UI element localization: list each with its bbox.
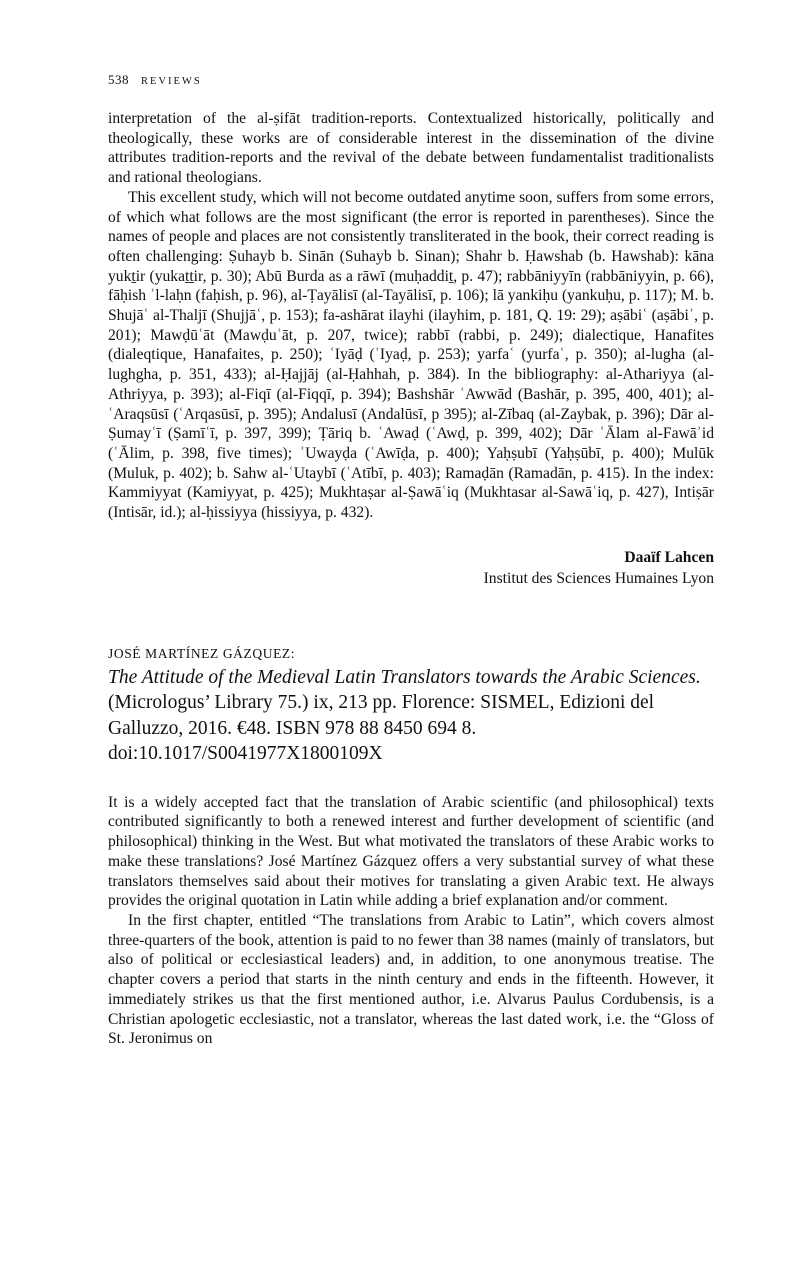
review-1-paragraph-1: interpretation of the al-ṣifāt tradition-reports. Contextualized historically, politically and theologically, these works are of considerable interest in the dissemination of the divine attributes tradition-reports and the revival of the debate between fundamentalist traditionalists and rational theologians. xyxy=(108,110,714,187)
review-2-heading xyxy=(108,643,714,767)
book-author: JOSÉ MARTÍNEZ GÁZQUEZ: xyxy=(108,645,296,661)
reviewer-affiliation: Institut des Sciences Humaines Lyon xyxy=(483,569,714,587)
review-2-paragraph-1: It is a widely accepted fact that the translation of Arabic scientific (and philosophical) texts contributed significantly to both a renewed interest and further development of scientific (and philosophical) thinking in the West. But what motivated the translators of these Arabic works to make these translations? José Martínez Gázquez offers a very substantial survey of what these translators themselves said about their motives for translating a given Arabic text. He always provides the original quotation in Latin while adding a brief explanation and/or comment. xyxy=(108,793,714,910)
page xyxy=(108,72,714,1049)
book-doi: doi:10.1017/S0041977X1800109X xyxy=(108,743,383,765)
section-title: REVIEWS xyxy=(141,76,202,87)
book-publication-details: (Micrologus’ Library 75.) ix, 213 pp. Florence: SISMEL, Edizioni del Galluzzo, 2016. €48. ISBN 978 88 8450 694 8. xyxy=(108,692,655,739)
reviewer-name: Daaïf Lahcen xyxy=(624,548,714,566)
review-2-paragraph-2: In the first chapter, entitled “The translations from Arabic to Latin”, which covers almost three-quarters of the book, attention is paid to no fewer than 38 names (mainly of translators, but also of political or ecclesiastical leaders) and, in addition, to one anonymous treatise. The chapter covers a period that starts in the ninth century and ends in the fifteenth. However, it immediately strikes us that the first mentioned author, i.e. Alvarus Paulus Cordubensis, is a Christian apologetic ecclesiastic, not a translator, whereas the last dated work, i.e. the “Gloss of St. Jeronimus on xyxy=(108,911,714,1048)
page-number: 538 xyxy=(108,72,129,87)
review-2-body xyxy=(108,793,714,1049)
reviewer-signature xyxy=(108,547,714,589)
review-1-body xyxy=(108,109,714,523)
book-title: The Attitude of the Medieval Latin Translators towards the Arabic Sciences. xyxy=(108,666,701,688)
running-head xyxy=(108,72,714,92)
review-1-paragraph-2: This excellent study, which will not become outdated anytime soon, suffers from some errors, of which what follows are the most significant (the error is reported in parentheses). Since the names of people and places are not consistently transliterated in the book, their correct reading is often challenging: Ṣuhayb b. Sinān (Suhayb b. Sinan); Shahr b. Ḥawshab (b. Hawshab): kāna yukṯir (yukaṯṯir, p. 30); Abū Burda as a rāwī (muḥaddiṯ, p. 47); rabbāniyyīn (rabbāniyyin, p. 66), fāḥish ʾl-laḥn (faḥish, p. 96), al-Ṭayālisī (al-Tayālisī, p. 106); lā yankiḥu (yankuḥu, p. 117); M. b. Shujāʿ al-Thaljī (Shujjāʿ, p. 153); fa-ashārat ilayhi (ilayhim, p. 181, Q. 19: 29); aṣābiʿ (aṣābiʾ, p. 201); Mawḍūʿāt (Mawḍuʿāt, p. 207, twice); rabbī (rabbi, p. 249); dialectique, Hanafites (dialeqtique, Hanafaites, p. 250); ʿIyāḍ (ʿIyaḍ, p. 253); yarfaʿ (yurfaʿ, p. 350); al-lugha (al-lughgha, p. 351, 433); al-Ḥajjāj (al-Ḥahhah, p. 384). In the bibliography: al-Athariyya (al-Athriyya, p. 393); al-Fiqī (al-Fiqqī, p. 394); Bashshār ʿAwwād (Bashār, p. 395, 400, 401); al-ʿAraqsūsī (ʿArqasūsī, p. 395); Andalusī (Andalūsī, p 395); al-Zībaq (al-Zaybak, p. 396); Dār al-Ṣumayʿī (Ṣamīʿī, p. 397, 399); Ṭāriq b. ʿAwaḍ (ʿAwḍ, p. 399, 402); Dār ʿĀlam al-Fawāʾid (ʿĀlim, p. 398, five times); ʿUwayḍa (ʿAwīḍa, p. 400); Yaḥṣubī (Yaḥṣūbī, p. 400); Mulūk (Muluk, p. 402); b. Sahw al-ʿUtaybī (ʿAtībī, p. 403); Ramaḍān (Ramadān, p. 415). In the index: Kammiyyat (Kamiyyat, p. 425); Mukhtaṣar al-Ṣawāʿiq (Mukhtasar al-Sawāʿiq, p. 427), Intiṣār (Intisār, id.); al-ḥissiyya (hissiyya, p. 432). xyxy=(108,188,714,522)
